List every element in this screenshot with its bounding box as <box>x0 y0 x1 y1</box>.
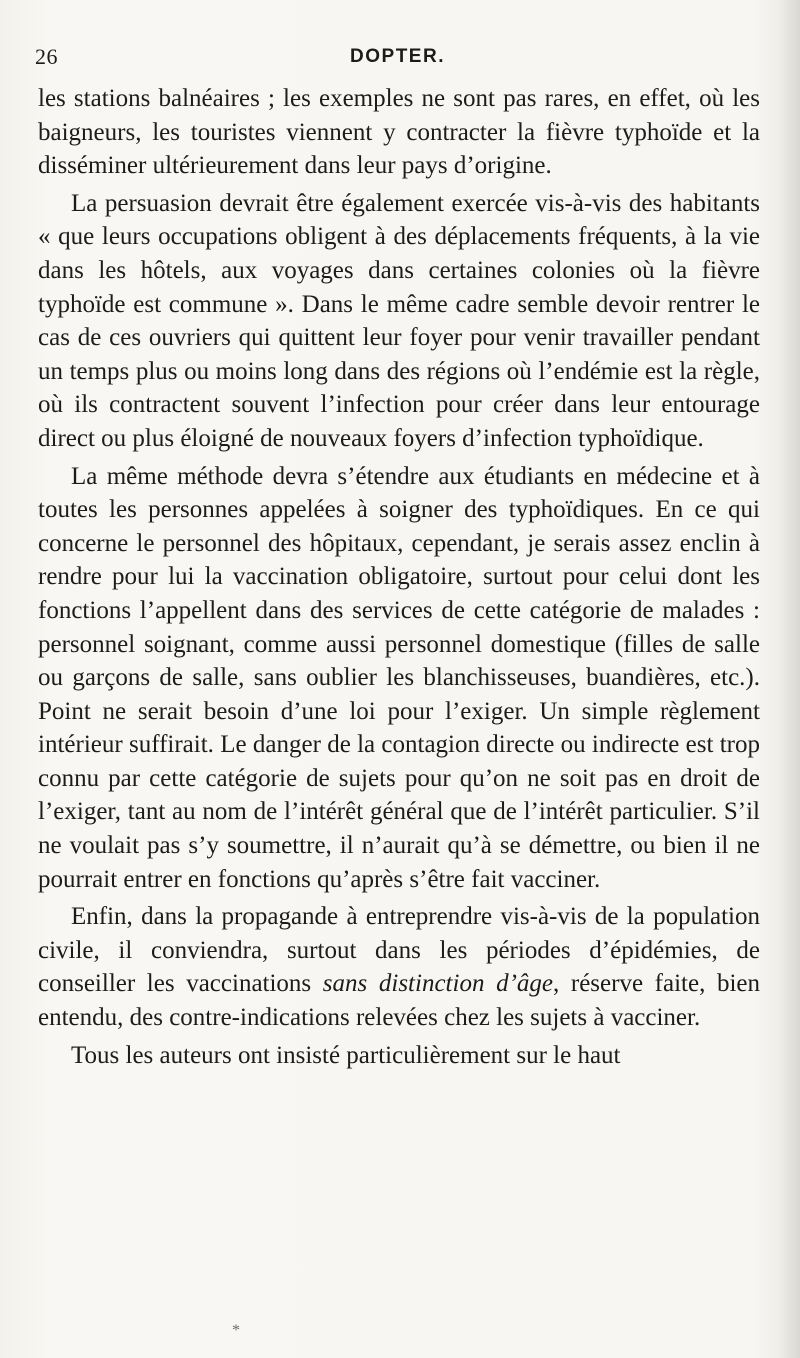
paragraph-meme-methode: La même méthode devra s’étendre aux étudiants en médecine et à toutes les personnes appelées à soigner des typhoïdiques. En ce qui concerne le personnel des hôpitaux, cependant, je serais assez enclin à rendre pour lui la vaccination obligatoire, surtout pour celui dont les fonctions l’appellent dans des services de cette catégorie de malades : personnel soignant, comme aussi personnel domestique (filles de salle ou garçons de salle, sans oublier les blanchisseuses, buandières, etc.). Point ne serait besoin d’une loi pour l’exiger. Un simple règlement intérieur suffirait. Le danger de la contagion directe ou indirecte est trop connu par cette catégorie de sujets pour qu’on ne soit pas en droit de l’exiger, tant au nom de l’intérêt général que de l’intérêt particulier. S’il ne voulait pas s’y soumettre, il n’aurait qu’à se démettre, ou bien il ne pourrait entrer en fonctions qu’après s’être fait vacciner. <box>38 462 760 893</box>
emphasis-sans-distinction: sans distinction d’âge <box>322 970 553 998</box>
page-body <box>38 82 760 1076</box>
paragraph-propagande-text-after: , réserve faite, bien entendu, des contre-indications relevées chez les sujets à vacciner. <box>38 970 761 1032</box>
running-head: DOPTER. <box>350 46 445 67</box>
paragraph-persuasion: La persuasion devrait être également exercée vis-à-vis des habitants « que leurs occupations obligent à des déplacements fréquents, à la vie dans les hôtels, aux voyages dans certaines colonies où la fièvre typhoïde est commune ». Dans le même cadre semble devoir rentrer le cas de ces ouvriers qui quittent leur foyer pour venir travailler pendant un temps plus ou moins long dans des régions où l’endémie est la règle, où ils contractent souvent l’infection pour créer dans leur entourage direct ou plus éloigné de nouveaux foyers d’infection typhoïdique. <box>38 189 760 452</box>
page-number: 26 <box>35 44 58 69</box>
page-header <box>35 44 760 74</box>
paragraph-tous-les-auteurs: Tous les auteurs ont insisté particulièrement sur le haut <box>71 1041 621 1069</box>
page-edge-shadow <box>778 0 800 1358</box>
paragraph-propagande <box>38 900 760 1034</box>
paragraph-propagande-text-before: Enfin, dans la propagande à entreprendre vis-à-vis de la population civile, il conviendra, surtout dans les périodes d’épidémies, de conseiller les vaccinations <box>38 903 760 998</box>
footer-print-mark: * <box>232 1322 240 1339</box>
paragraph-stations-balneaires: les stations balnéaires ; les exemples ne sont pas rares, en effet, où les baigneurs, les touristes viennent y contracter la fièvre typhoïde et la disséminer ultérieurement dans leur pays d’origine. <box>38 85 760 180</box>
